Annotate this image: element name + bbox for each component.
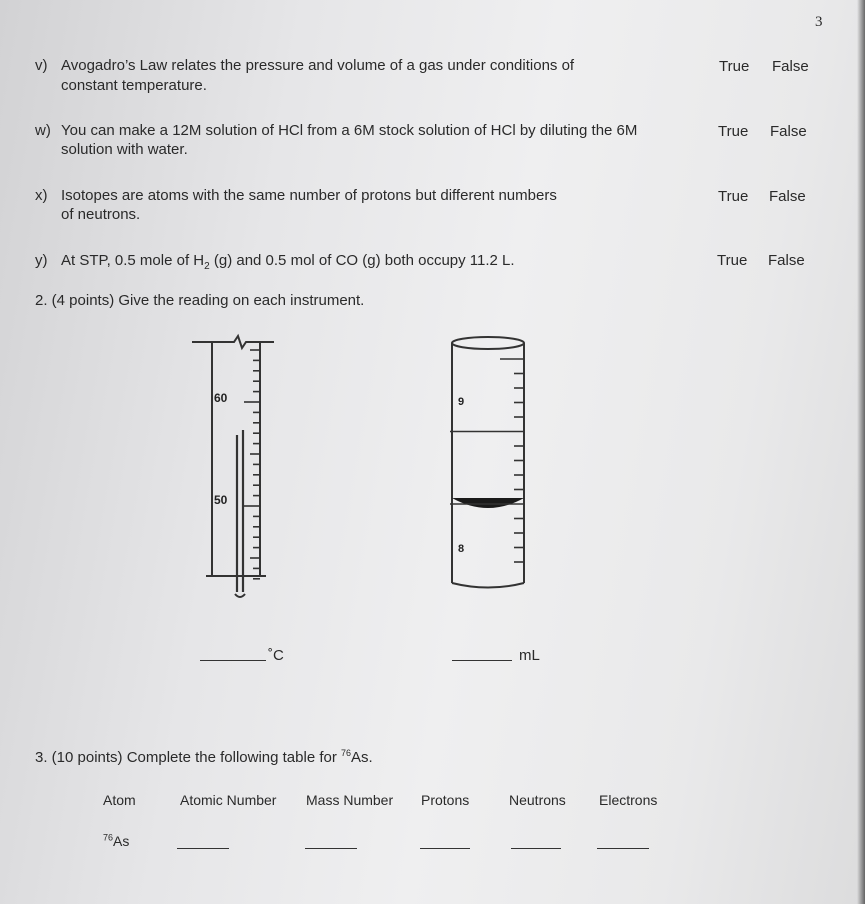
thermometer-bulb — [235, 594, 245, 597]
question-v-true[interactable]: True — [719, 58, 750, 75]
thermometer-top-edge — [192, 336, 274, 348]
cylinder-label-8: 8 — [458, 543, 465, 555]
table-header-electrons: Electrons — [599, 792, 658, 808]
thermometer-answer-blank[interactable] — [200, 660, 266, 661]
question-w-false[interactable]: False — [770, 123, 807, 140]
thermometer-label-60: 60 — [214, 391, 228, 405]
question-x-label: x) — [35, 187, 48, 204]
atomic-number-blank[interactable] — [177, 848, 229, 849]
cylinder-ticks — [450, 359, 524, 562]
question-v-text: Avogadro’s Law relates the pressure and volume of a gas under conditions of — [61, 57, 575, 74]
protons-blank[interactable] — [420, 848, 470, 849]
page-number: 3 — [815, 14, 823, 30]
question-w-true[interactable]: True — [718, 123, 749, 140]
table-header-atom: Atom — [103, 792, 136, 808]
thermometer-label-50: 50 — [214, 493, 228, 507]
table-row-atom: $^{76}$As — [103, 832, 130, 849]
question-y-false[interactable]: False — [768, 252, 805, 269]
thermometer-ticks — [244, 350, 260, 579]
cylinder-answer-blank[interactable] — [452, 660, 512, 661]
table-header-mass-number: Mass Number — [306, 792, 394, 808]
question-w-text: You can make a 12M solution of HCl from a 6M stock solution of HCl by diluting the 6M — [61, 122, 638, 139]
electrons-blank[interactable] — [597, 848, 649, 849]
table-header-atomic-number: Atomic Number — [180, 792, 277, 808]
neutrons-blank[interactable] — [511, 848, 561, 849]
table-header-neutrons: Neutrons — [509, 792, 566, 808]
question-2-title: 2. (4 points) Give the reading on each instrument. — [35, 292, 365, 309]
question-y-true[interactable]: True — [717, 252, 748, 269]
question-y-text: At STP, 0.5 mole of $H_2$ (g) and 0.5 mol of CO (g) both occupy 11.2 L. — [61, 252, 515, 272]
mass-number-blank[interactable] — [305, 848, 357, 849]
thermometer-unit: ˚C — [268, 647, 284, 664]
question-v-text-2: constant temperature. — [61, 77, 207, 94]
question-x-true[interactable]: True — [718, 188, 749, 205]
question-x-text-2: of neutrons. — [61, 206, 141, 223]
cylinder-top-rim — [452, 337, 524, 349]
question-3-title: 3. (10 points) Complete the following table for $^{76}$As. — [35, 748, 373, 766]
question-v-label: v) — [35, 57, 48, 74]
question-v-false[interactable]: False — [772, 58, 809, 75]
cylinder-label-9: 9 — [458, 396, 465, 408]
question-w-label: w) — [35, 122, 51, 139]
question-x-false[interactable]: False — [769, 188, 806, 205]
page-edge-shadow — [857, 0, 865, 904]
cylinder-unit: mL — [519, 647, 540, 664]
thermometer-diagram — [180, 330, 290, 600]
graduated-cylinder-diagram — [440, 330, 540, 600]
cylinder-meniscus — [452, 498, 524, 508]
question-x-text: Isotopes are atoms with the same number of protons but different numbers — [61, 187, 557, 204]
question-w-text-2: solution with water. — [61, 141, 188, 158]
table-header-protons: Protons — [421, 792, 470, 808]
cylinder-bottom-rim — [452, 583, 524, 588]
question-y-label: y) — [35, 252, 48, 269]
